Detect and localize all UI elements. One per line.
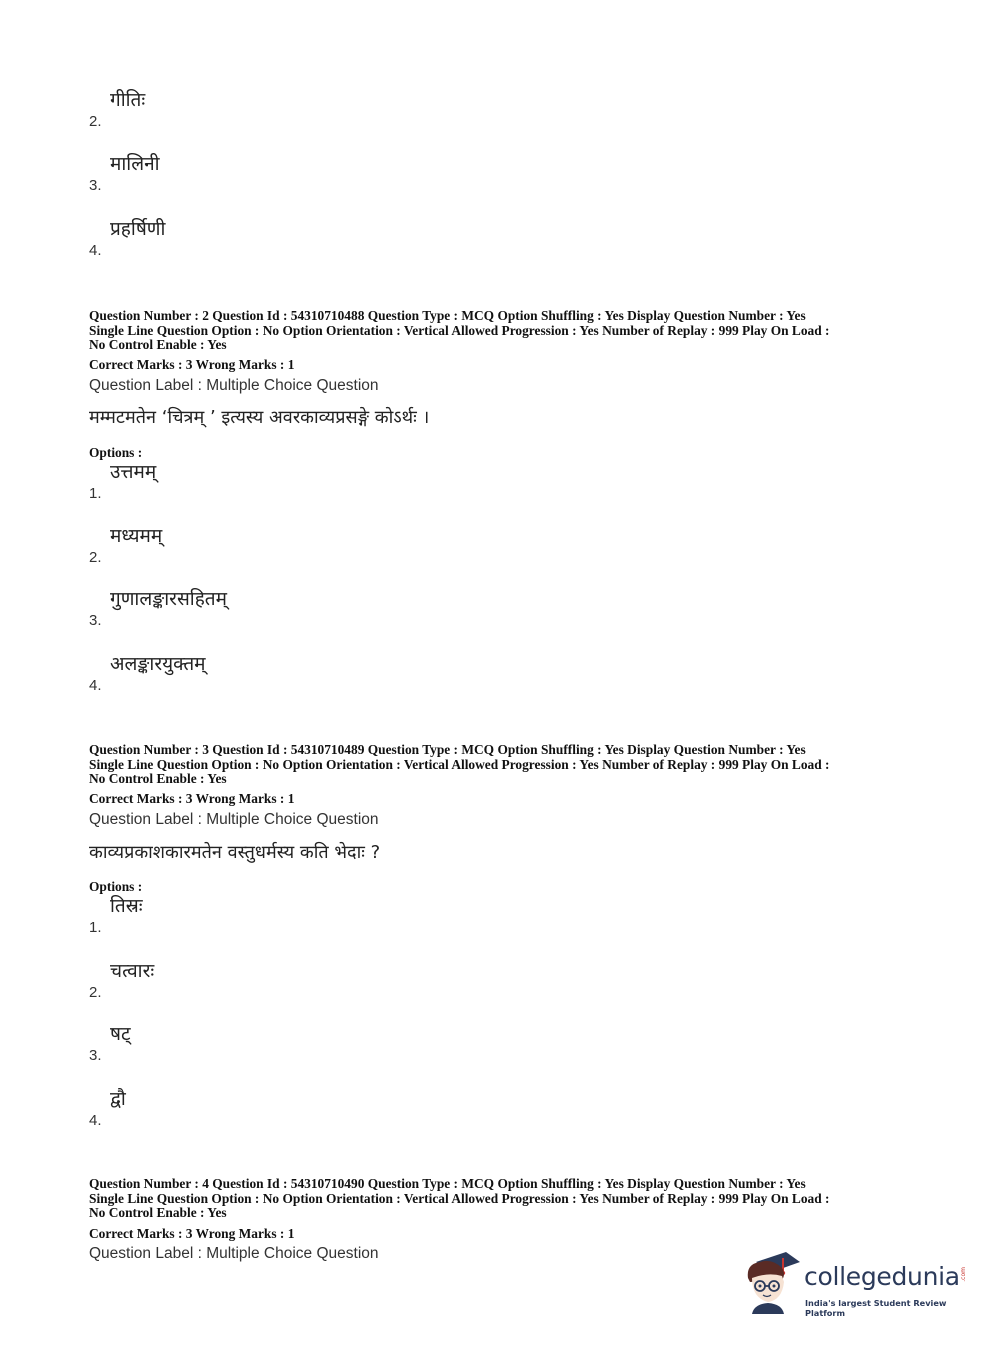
question-label: Question Label : Multiple Choice Question: [89, 1245, 379, 1262]
option-item: [89, 458, 489, 502]
meta-line: No Control Enable : Yes: [89, 337, 227, 353]
marks-line: Correct Marks : 3 Wrong Marks : 1: [89, 791, 295, 806]
option-item: [89, 957, 489, 1001]
option-number: 2.: [89, 549, 102, 566]
option-text: गीतिः: [110, 89, 146, 111]
option-text: मालिनी: [110, 153, 160, 175]
option-item: [89, 215, 489, 259]
option-number: 2.: [89, 984, 102, 1001]
options-heading: Options :: [89, 445, 143, 460]
meta-line: No Control Enable : Yes: [89, 1205, 227, 1221]
option-number: 3.: [89, 177, 102, 194]
option-item: [89, 650, 489, 694]
option-text: षट्: [110, 1023, 131, 1045]
meta-line: Single Line Question Option : No Option Orientation : Vertical Allowed Progression : Yes Number of Replay : 999 Play On Load :: [89, 1190, 830, 1206]
meta-line: Question Number : 4 Question Id : 54310710490 Question Type : MCQ Option Shuffling : Yes Display Question Number : Yes: [89, 1176, 806, 1191]
option-text: अलङ्कारयुक्तम्: [110, 653, 206, 675]
option-text: मध्यमम्: [110, 525, 163, 547]
collegedunia-logo: [742, 1248, 974, 1318]
question-text: काव्यप्रकाशकारमतेन वस्तुधर्मस्य कति भेदाः ?: [89, 842, 381, 863]
option-item: [89, 1020, 489, 1064]
option-number: 4.: [89, 677, 102, 694]
option-number: 3.: [89, 612, 102, 629]
logo-tagline: India's largest Student Review Platform: [805, 1298, 947, 1318]
option-number: 4.: [89, 242, 102, 259]
question-meta: [89, 1177, 919, 1221]
option-text: चत्वारः: [110, 960, 155, 982]
marks-line: Correct Marks : 3 Wrong Marks : 1: [89, 1226, 295, 1241]
meta-line: Single Line Question Option : No Option Orientation : Vertical Allowed Progression : Yes Number of Replay : 999 Play On Load :: [89, 756, 830, 772]
logo-com: .com: [960, 1267, 967, 1282]
question-text: मम्मटमतेन ‘चित्रम् ’ इत्यस्य अवरकाव्यप्रसङ्गे कोऽर्थः ।: [89, 407, 430, 428]
option-item: [89, 1085, 489, 1129]
option-item: [89, 150, 489, 194]
meta-line: Question Number : 2 Question Id : 54310710488 Question Type : MCQ Option Shuffling : Yes Display Question Number : Yes: [89, 308, 806, 323]
option-text: द्वौ: [110, 1088, 126, 1110]
option-number: 2.: [89, 113, 102, 130]
meta-line: Single Line Question Option : No Option Orientation : Vertical Allowed Progression : Yes Number of Replay : 999 Play On Load :: [89, 322, 830, 338]
question-label: Question Label : Multiple Choice Question: [89, 811, 379, 828]
option-item: [89, 522, 489, 566]
option-item: [89, 892, 489, 936]
option-number: 3.: [89, 1047, 102, 1064]
question-label: Question Label : Multiple Choice Question: [89, 377, 379, 394]
option-text: प्रहर्षिणी: [110, 218, 166, 240]
logo-brand: collegedunia: [804, 1262, 960, 1291]
option-item: [89, 86, 489, 130]
option-text: गुणालङ्कारसहितम्: [110, 588, 228, 610]
option-number: 1.: [89, 919, 102, 936]
marks-line: Correct Marks : 3 Wrong Marks : 1: [89, 357, 295, 372]
question-meta: [89, 743, 919, 787]
option-number: 1.: [89, 485, 102, 502]
meta-line: Question Number : 3 Question Id : 54310710489 Question Type : MCQ Option Shuffling : Yes Display Question Number : Yes: [89, 742, 806, 757]
option-item: [89, 585, 489, 629]
option-text: तिस्रः: [110, 895, 143, 917]
question-meta: [89, 309, 919, 353]
meta-line: No Control Enable : Yes: [89, 771, 227, 787]
option-text: उत्तमम्: [110, 461, 157, 483]
options-heading: Options :: [89, 879, 143, 894]
mascot-icon: [742, 1248, 804, 1314]
option-number: 4.: [89, 1112, 102, 1129]
